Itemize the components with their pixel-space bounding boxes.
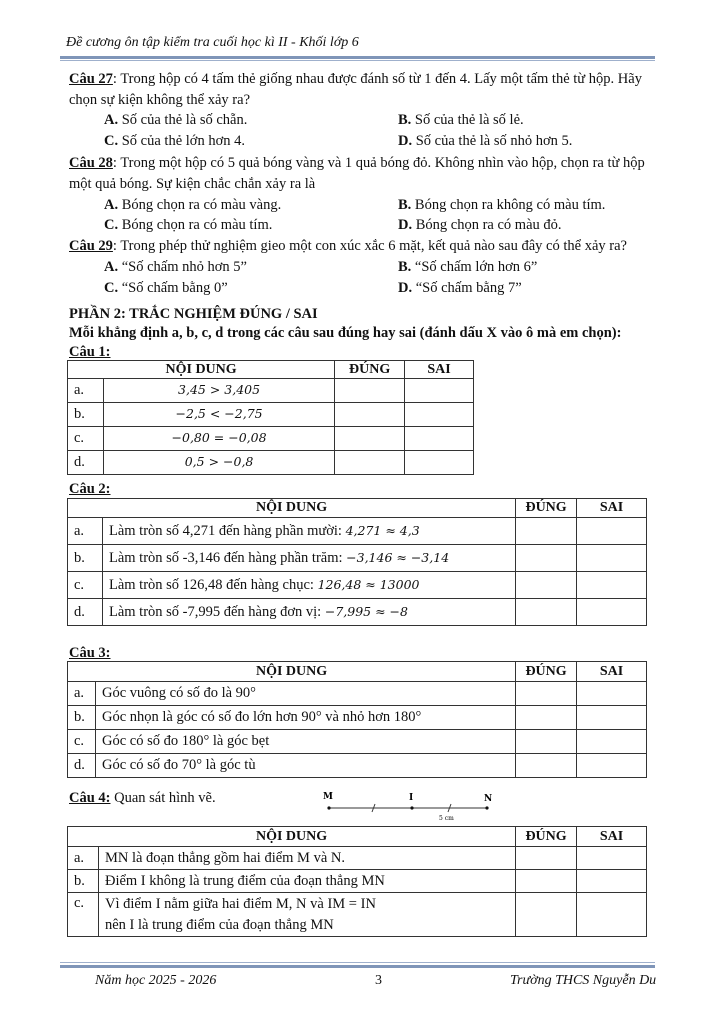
q28-question [69, 154, 645, 173]
q29-option-b: B. “Số chấm lớn hơn 6” [398, 259, 538, 275]
part2-title: PHẦN 2: TRẮC NGHIỆM ĐÚNG / SAI [69, 306, 318, 322]
true-checkbox-cell[interactable] [516, 754, 577, 778]
point-n [485, 806, 488, 809]
row-statement: Làm tròn số -3,146 đến hàng phần trăm: [108, 549, 347, 566]
q27-option-d: D. Số của thẻ là số nhỏ hơn 5. [398, 133, 573, 149]
row-key: d. [68, 754, 96, 778]
table-row [68, 893, 647, 937]
row-statement: Góc vuông có số đo là 90° [95, 682, 515, 706]
false-checkbox-cell[interactable] [405, 451, 474, 475]
false-checkbox-cell[interactable] [577, 870, 647, 893]
false-checkbox-cell[interactable] [577, 754, 647, 778]
row-statement: Làm tròn số 4,271 đến hàng phần mười: [108, 522, 346, 539]
false-checkbox-cell[interactable] [577, 706, 647, 730]
column-header-false: SAI [577, 827, 647, 847]
footer-divider-thin [60, 962, 655, 963]
row-key: b. [68, 870, 99, 893]
row-key: a. [68, 518, 103, 545]
q28-text-line1: : Trong một hộp có 5 quả bóng vàng và 1 quả bóng đỏ. Không nhìn vào hộp, chọn ra từ hộp [112, 155, 645, 171]
table-row [68, 572, 647, 599]
cau1-label: Câu 1: [69, 344, 111, 360]
q27-question [69, 70, 642, 89]
true-checkbox-cell[interactable] [335, 379, 405, 403]
false-checkbox-cell[interactable] [577, 572, 647, 599]
cau3-table [67, 661, 647, 778]
footer-divider [60, 965, 655, 968]
cau2-table [67, 498, 647, 626]
column-header-content: NỘI DUNG [68, 662, 516, 682]
row-statement: Làm tròn số 126,48 đến hàng chục: [108, 576, 318, 593]
row-key: c. [68, 572, 103, 599]
cau3-label: Câu 3: [69, 645, 111, 661]
segment-figure [315, 786, 505, 826]
page-number: 3 [375, 973, 382, 988]
row-math: 126,48 ≈ 13000 [317, 576, 420, 592]
q28-option-b: B. Bóng chọn ra không có màu tím. [398, 197, 606, 213]
false-checkbox-cell[interactable] [405, 379, 474, 403]
table-row [68, 403, 474, 427]
true-checkbox-cell[interactable] [516, 682, 577, 706]
table-row [68, 427, 474, 451]
table-row [68, 682, 647, 706]
false-checkbox-cell[interactable] [577, 682, 647, 706]
row-statement-line2: nên I là trung điểm của đoạn thẳng MN [104, 916, 334, 933]
row-key: d. [68, 599, 103, 626]
row-key: c. [68, 730, 96, 754]
part2-instruction: Mỗi khẳng định a, b, c, d trong các câu sau đúng hay sai (đánh dấu X vào ô mà em chọn): [69, 325, 622, 341]
q28-label: Câu 28 [69, 155, 113, 171]
column-header-true: ĐÚNG [516, 662, 577, 682]
point-label-n: N [484, 794, 493, 804]
table-row [68, 847, 647, 870]
q27-text-line1: : Trong hộp có 4 tấm thẻ giống nhau được đánh số từ 1 đến 4. Lấy một tấm thẻ từ hộp. Hãy [112, 71, 642, 87]
true-checkbox-cell[interactable] [516, 599, 577, 626]
q29-label: Câu 29 [69, 238, 113, 254]
q27-option-b: B. Số của thẻ là số lẻ. [398, 112, 524, 128]
row-statement: Điểm I không là trung điểm của đoạn thẳng MN [98, 870, 515, 893]
q27-option-a: A. Số của thẻ là số chẵn. [104, 112, 248, 128]
false-checkbox-cell[interactable] [577, 545, 647, 572]
column-header-false: SAI [405, 361, 474, 379]
false-checkbox-cell[interactable] [577, 730, 647, 754]
false-checkbox-cell[interactable] [577, 893, 647, 937]
q29-option-c: C. “Số chấm bằng 0” [104, 280, 228, 296]
q29-question [69, 237, 627, 256]
column-header-false: SAI [577, 499, 647, 518]
cau4-heading [69, 789, 216, 808]
q29-text-line1: : Trong phép thử nghiệm gieo một con xúc xắc 6 mặt, kết quả nào sau đây có thể xảy ra? [112, 238, 627, 254]
true-checkbox-cell[interactable] [516, 572, 577, 599]
point-m [327, 806, 330, 809]
false-checkbox-cell[interactable] [577, 518, 647, 545]
point-label-i: I [409, 793, 414, 803]
true-checkbox-cell[interactable] [516, 545, 577, 572]
row-key: a. [68, 379, 104, 403]
row-key: a. [68, 847, 99, 870]
row-math: 4,271 ≈ 4,3 [345, 522, 420, 538]
table-row [68, 870, 647, 893]
q28-option-a: A. Bóng chọn ra có màu vàng. [104, 197, 282, 213]
table-row [68, 599, 647, 626]
true-checkbox-cell[interactable] [516, 847, 577, 870]
header-divider-thin [60, 60, 655, 61]
footer-school-year: Năm học 2025 - 2026 [95, 973, 217, 988]
segment-length-label: 5 cm [439, 815, 454, 822]
q28-option-d: D. Bóng chọn ra có màu đỏ. [398, 217, 562, 233]
table-row [68, 451, 474, 475]
row-math: −7,995 ≈ −8 [324, 603, 408, 619]
row-statement: −0,80 = −0,08 [171, 430, 267, 445]
table-row [68, 706, 647, 730]
true-checkbox-cell[interactable] [516, 870, 577, 893]
footer-school-name: Trường THCS Nguyễn Du [510, 973, 657, 988]
column-header-content: NỘI DUNG [68, 827, 516, 847]
q29-option-a: A. “Số chấm nhỏ hơn 5” [104, 259, 247, 275]
row-statement: Góc nhọn là góc có số đo lớn hơn 90° và nhỏ hơn 180° [95, 706, 515, 730]
point-i [410, 806, 413, 809]
cau2-label: Câu 2: [69, 481, 111, 497]
true-checkbox-cell[interactable] [335, 427, 405, 451]
row-statement: Làm tròn số -7,995 đến hàng đơn vị: [108, 603, 325, 620]
column-header-true: ĐÚNG [516, 499, 577, 518]
row-math: −3,146 ≈ −3,14 [346, 549, 450, 565]
cau4-intro: Quan sát hình vẽ. [110, 790, 216, 806]
cau4-table [67, 826, 647, 937]
table-row [68, 518, 647, 545]
q28-text-line2: một quả bóng. Sự kiện chắc chắn xảy ra là [69, 176, 316, 192]
page-header-title: Đề cương ôn tập kiểm tra cuối học kì II - Khối lớp 6 [66, 35, 359, 50]
false-checkbox-cell[interactable] [405, 427, 474, 451]
row-key: b. [68, 706, 96, 730]
q27-label: Câu 27 [69, 71, 113, 87]
row-key: a. [68, 682, 96, 706]
false-checkbox-cell[interactable] [405, 403, 474, 427]
row-key: b. [68, 545, 103, 572]
row-key: c. [68, 427, 104, 451]
cau4-label: Câu 4: [69, 790, 111, 806]
table-row [68, 754, 647, 778]
row-key: b. [68, 403, 104, 427]
row-statement: Vì điểm I nằm giữa hai điểm M, N và IM = IN [104, 895, 376, 912]
true-checkbox-cell[interactable] [335, 451, 405, 475]
true-checkbox-cell[interactable] [516, 893, 577, 937]
row-statement: 3,45 > 3,405 [178, 382, 261, 397]
table-row [68, 545, 647, 572]
row-key: c. [68, 893, 99, 937]
false-checkbox-cell[interactable] [577, 847, 647, 870]
table-row [68, 730, 647, 754]
table-row [68, 379, 474, 403]
true-checkbox-cell[interactable] [335, 403, 405, 427]
true-checkbox-cell[interactable] [516, 706, 577, 730]
column-header-content: NỘI DUNG [68, 499, 516, 518]
true-checkbox-cell[interactable] [516, 518, 577, 545]
cau1-table [67, 360, 474, 475]
column-header-false: SAI [577, 662, 647, 682]
row-statement: Góc có số đo 70° là góc tù [95, 754, 515, 778]
true-checkbox-cell[interactable] [516, 730, 577, 754]
row-statement: Góc có số đo 180° là góc bẹt [95, 730, 515, 754]
point-label-m: M [323, 792, 333, 802]
header-divider [60, 56, 655, 59]
row-statement: MN là đoạn thẳng gồm hai điểm M và N. [98, 847, 515, 870]
row-key: d. [68, 451, 104, 475]
q28-option-c: C. Bóng chọn ra có màu tím. [104, 217, 273, 233]
column-header-content: NỘI DUNG [68, 361, 335, 379]
row-statement: −2,5 < −2,75 [175, 406, 263, 421]
column-header-true: ĐÚNG [516, 827, 577, 847]
column-header-true: ĐÚNG [335, 361, 405, 379]
q29-option-d: D. “Số chấm bằng 7” [398, 280, 522, 296]
false-checkbox-cell[interactable] [577, 599, 647, 626]
q27-option-c: C. Số của thẻ lớn hơn 4. [104, 133, 245, 149]
row-statement: 0,5 > −0,8 [184, 454, 254, 469]
q27-text-line2: chọn sự kiện không thể xảy ra? [69, 92, 251, 108]
